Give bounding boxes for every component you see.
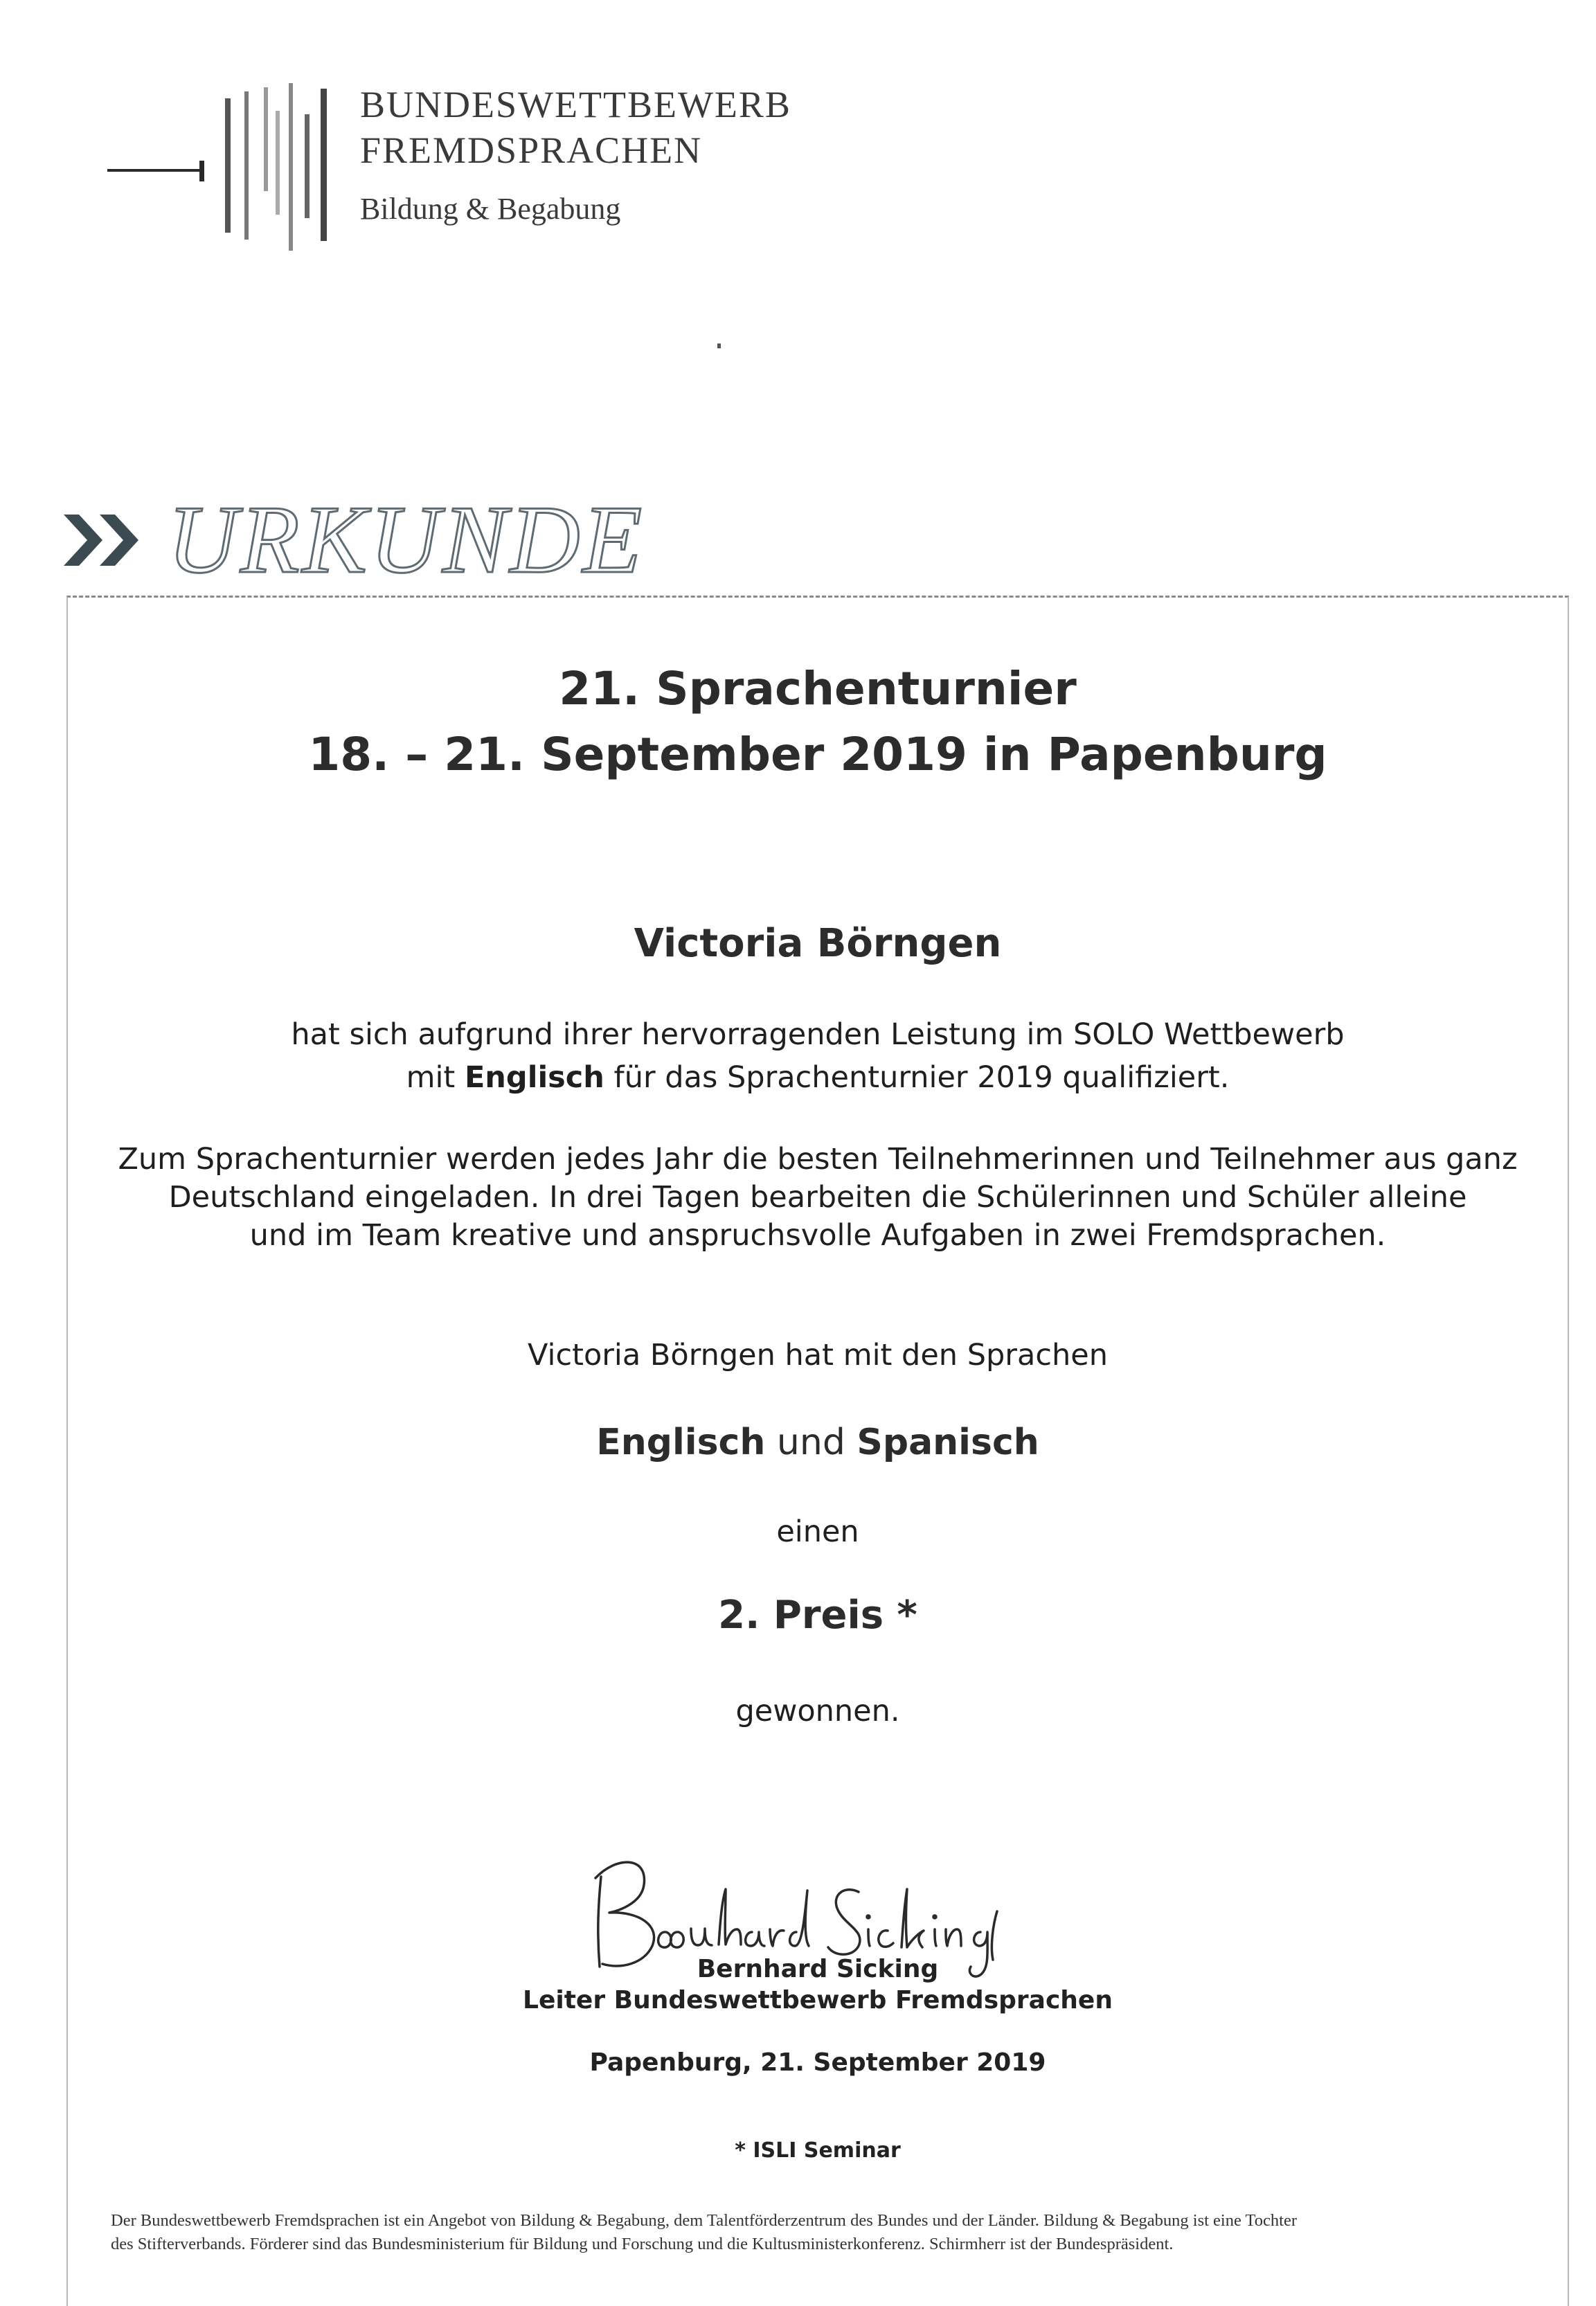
logo-text — [360, 82, 791, 229]
event-title: 21. Sprachenturnier — [559, 662, 1077, 715]
result-prize: 2. Preis * — [718, 1593, 917, 1638]
double-chevron-right-icon — [64, 509, 147, 571]
footnote: * ISLI Seminar — [735, 2138, 901, 2163]
logo-line-2: FREMDSPRACHEN — [360, 129, 703, 171]
certificate-heading — [64, 485, 645, 596]
footer-text — [111, 2209, 1523, 2256]
description-line-2: Deutschland eingeladen. In drei Tagen bearbeiten die Schülerinnen und Schüler alleine — [168, 1180, 1467, 1215]
signer-name: Bernhard Sicking — [697, 1955, 939, 1983]
footer-line-1: Der Bundeswettbewerb Fremdsprachen ist ein Angebot von Bildung & Begabung, dem Talentförderzentrum des Bundes und der Länder. Bildung & Begabung ist eine Tochter — [111, 2211, 1298, 2230]
result-won: gewonnen. — [735, 1694, 900, 1728]
logo-line-3: Bildung & Begabung — [360, 192, 621, 226]
result-intro: Victoria Börngen hat mit den Sprachen — [528, 1338, 1108, 1373]
result-connector: und — [765, 1422, 857, 1463]
description-line-1: Zum Sprachenturnier werden jedes Jahr die besten Teilnehmerinnen und Teilnehmer aus ganz — [118, 1142, 1518, 1177]
place-and-date: Papenburg, 21. September 2019 — [589, 2048, 1046, 2077]
result-language-2: Spanisch — [857, 1422, 1039, 1463]
logo-bars-icon — [107, 83, 357, 263]
event-dates: 18. – 21. September 2019 in Papenburg — [308, 728, 1327, 781]
qualification-line-2 — [66, 1057, 1569, 1098]
recipient-name: Victoria Börngen — [634, 921, 1002, 966]
qualification-suffix: für das Sprachenturnier 2019 qualifiziert. — [604, 1060, 1230, 1095]
qualification-language: Englisch — [464, 1060, 604, 1095]
qualification-line-1: hat sich aufgrund ihrer hervorragenden Leistung im SOLO Wettbewerb — [291, 1017, 1345, 1052]
footer-line-2: des Stifterverbands. Förderer sind das Bundesministerium für Bildung und Forschung und die Kultusministerkonferenz. Schirmherr ist der Bundespräsident. — [111, 2235, 1174, 2253]
result-einen: einen — [776, 1514, 859, 1549]
result-language-1: Englisch — [596, 1422, 766, 1463]
scan-speck — [717, 343, 721, 348]
description-line-3: und im Team kreative und anspruchsvolle Aufgaben in zwei Fremdsprachen. — [249, 1218, 1386, 1253]
page-title: URKUNDE — [168, 486, 645, 593]
result-languages — [66, 1418, 1569, 1467]
signer-title: Leiter Bundeswettbewerb Fremdsprachen — [523, 1986, 1113, 2014]
qualification-prefix: mit — [406, 1060, 465, 1095]
logo-line-1: BUNDESWETTBEWERB — [360, 84, 791, 125]
